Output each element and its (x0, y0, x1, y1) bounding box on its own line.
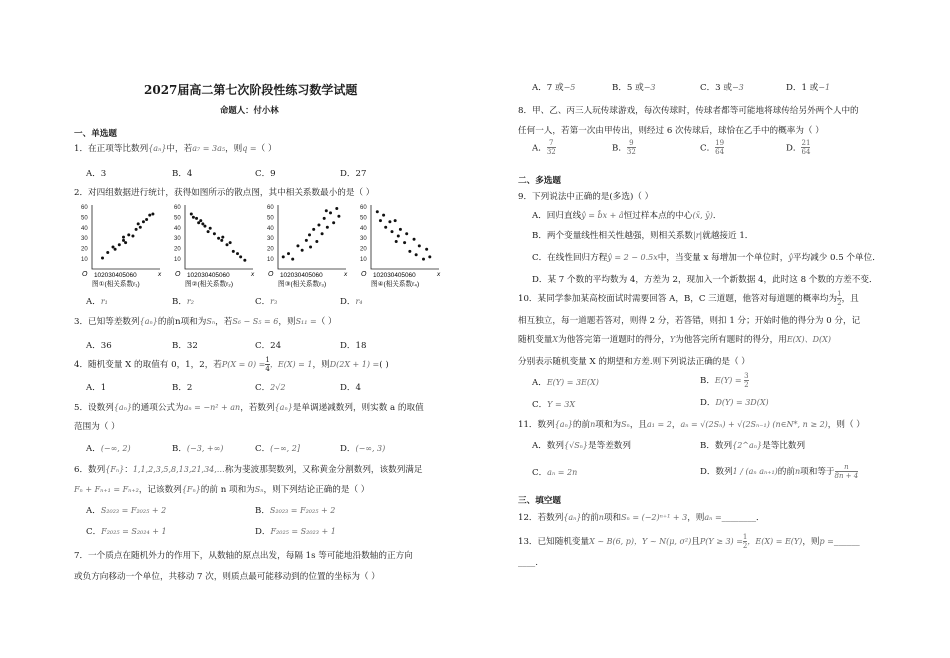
q3-option-c[interactable]: C．24 (255, 341, 282, 351)
q10-stem-line4: 分别表示随机变量 X 的期望和方差.则下列说法正确的是（ ） (518, 357, 750, 367)
scatter-point (305, 239, 308, 242)
x-variable-label: x (158, 271, 162, 278)
scatter-point (326, 226, 329, 229)
scatter-point (139, 226, 142, 229)
q6-option-b[interactable]: B．S₂₀₂₃ = F₂₀₂₅ + 2 (255, 506, 336, 516)
scatter-point (118, 243, 121, 246)
q9-stem: 9．下列说法中正确的是(多选)（ ） (518, 192, 654, 202)
q4-option-d[interactable]: D．4 (340, 383, 361, 393)
scatter-point (394, 219, 397, 222)
q11-option-d[interactable]: D．数列1 / (aₙ aₙ₊₁)的前n项和等于 $\frac{n}{8n + 4}$ (700, 463, 859, 480)
scatter-point (207, 230, 210, 233)
q5-stem-line1: 5．设数列{aₙ}的通项公式为aₙ = −n² + an，若数列{aₙ}是单调递减数列，则实数 a 的取值 (74, 403, 424, 413)
q7-stem-line1: 7．一个质点在随机外力的作用下，从数轴的原点出发，每隔 1s 等可能地沿数轴的正方向 (74, 551, 413, 561)
scatter-point (315, 240, 318, 243)
q6-option-d[interactable]: D．F₂₀₂₅ = S₂₀₂₃ + 1 (255, 527, 336, 537)
q10-option-b[interactable]: B．E(Y) = $\frac{3}{2}$ (700, 372, 749, 389)
y-tick-label: 30 (174, 236, 181, 243)
q10-option-d[interactable]: D．D(Y) = 3D(X) (700, 398, 769, 408)
scatter-point (405, 232, 408, 235)
scatter-point (151, 213, 154, 216)
origin-label: O (268, 271, 274, 278)
q2-scatter-figures (72, 197, 442, 289)
y-tick-label: 60 (360, 205, 367, 211)
q3-option-a[interactable]: A．36 (86, 341, 112, 351)
y-tick-label: 40 (267, 225, 274, 232)
exam-author: 命题人：付小林 (220, 105, 279, 115)
origin-label: O (175, 271, 181, 278)
q8-option-b[interactable]: B． $\frac{9}{32}$ (612, 139, 636, 156)
scatter-panel-4 (360, 205, 441, 288)
scatter-point (122, 236, 125, 239)
scatter-point (145, 218, 148, 221)
y-tick-label: 30 (360, 236, 367, 243)
scatter-point (195, 217, 198, 220)
scatter-point (124, 241, 127, 244)
q1-stem: 1．在正项等比数列{aₙ}中，若a₇ = 3a₅，则q =（ ） (74, 144, 277, 154)
q5-option-b[interactable]: B．(−3, +∞) (172, 444, 224, 454)
q9-option-a[interactable]: A．回归直线ŷ = b̂x + â恒过样本点的中心(x̄, ȳ)． (532, 211, 722, 221)
scatter-point (221, 236, 224, 239)
scatter-point (309, 246, 312, 249)
q4-option-b[interactable]: B．2 (172, 383, 193, 393)
q4-option-a[interactable]: A．1 (86, 383, 107, 393)
y-tick-label: 50 (360, 215, 367, 222)
y-tick-label: 50 (174, 215, 181, 222)
q10-stem-line2: 相互独立，每一道题若答对，则得 2 分，若答错，则扣 1 分；开始时他的得分为 0 分，记 (518, 316, 861, 326)
q9-option-d[interactable]: D．某 7 个数的平均数为 4，方差为 2，现加入一个新数据 4，此时这 8 个数的方差不变． (532, 275, 878, 285)
q13-answer-blank[interactable]: ______ (833, 537, 860, 547)
scatter-point (335, 207, 338, 210)
scatter-point (422, 258, 425, 261)
y-tick-label: 30 (267, 236, 274, 243)
scatter-point (209, 227, 212, 230)
q10-stem-line1: 10．某同学参加某高校面试时需要回答 A，B，C 三道题，他答对每道题的概率均为 $\frac{1}{2}$ ，且 (518, 290, 859, 307)
y-tick-label: 30 (81, 236, 88, 243)
q1-option-b[interactable]: B．4 (172, 169, 193, 179)
section-multi-choice: 二、多选题 (518, 176, 561, 186)
scatter-point (321, 232, 324, 235)
scatter-point (217, 237, 220, 240)
y-tick-label: 20 (81, 246, 88, 253)
origin-label: O (361, 271, 367, 278)
scatter-point (287, 252, 290, 255)
scatter-point (317, 224, 320, 227)
q1-option-c[interactable]: C．9 (255, 169, 276, 179)
y-tick-label: 50 (81, 215, 88, 222)
q11-option-c[interactable]: C．aₙ = 2n (532, 468, 578, 478)
scatter-point (114, 248, 117, 251)
scatter-point (101, 257, 104, 260)
q4-option-c[interactable]: C．2√2 (255, 383, 286, 393)
q3-stem: 3．已知等差数列{aₙ}的前n项和为Sₙ，若S₆ − S₅ = 6，则S₁₁ =（ ） (74, 317, 337, 327)
q8-stem-line1: 8．甲、乙、丙三人玩传球游戏，每次传球时，传球者都等可能地将球传给另外两个人中的 (518, 106, 859, 116)
q1-option-a[interactable]: A．3 (86, 169, 107, 179)
scatter-point (148, 214, 151, 217)
y-tick-label: 40 (81, 225, 88, 232)
exam-title: 2027届高二第七次阶段性练习数学试题 (144, 83, 358, 97)
q8-option-a[interactable]: A． $\frac{7}{32}$ (532, 139, 556, 156)
scatter-point (323, 217, 326, 220)
y-tick-label: 60 (267, 205, 274, 211)
q11-stem: 11．数列{aₙ}的前n项和为Sₙ，且a₁ = 2，aₙ = √(2Sₙ) + √(2Sₙ₋₁) (n∈N*, n ≥ 2)，则（ ） (518, 420, 865, 430)
figure-caption: 图②(相关系数r₂) (185, 281, 234, 288)
scatter-point (395, 240, 398, 243)
x-tick-labels: 102030405060 (280, 272, 323, 279)
origin-label: O (82, 271, 88, 278)
q10-option-a[interactable]: A．E(Y) = 3E(X) (532, 378, 599, 388)
q13-answer-blank-cont[interactable]: ____. (518, 558, 538, 568)
q7-option-c[interactable]: C．3 或−3 (700, 83, 744, 93)
figure-caption: 图④(相关系数r₄) (371, 281, 420, 288)
scatter-point (312, 228, 315, 231)
scatter-point (243, 259, 246, 262)
scatter-point (382, 214, 385, 217)
scatter-plots (72, 197, 442, 289)
x-tick-labels: 102030405060 (373, 272, 416, 279)
scatter-point (415, 253, 418, 256)
scatter-point (391, 230, 394, 233)
q13-stem: 13．已知随机变量X ~ B(6, p)，Y ~ N(μ, σ²)且P(Y ≥ 3) = $\frac{1}{2}$ ，E(X) = E(Y)，则p =______ (518, 533, 860, 550)
scatter-point (403, 241, 406, 244)
q8-stem-line2: 任何一人，若第一次由甲传出，则经过 6 次传球后，球恰在乙手中的概率为（ ） (518, 126, 824, 136)
q8-option-c[interactable]: C． $\frac{19}{64}$ (700, 139, 725, 156)
q13-fraction: $\frac{1}{2}$ (742, 533, 748, 550)
scatter-point (332, 221, 335, 224)
q8-option-d[interactable]: D． $\frac{21}{64}$ (786, 139, 811, 156)
scatter-point (397, 235, 400, 238)
scatter-point (399, 228, 402, 231)
scatter-point (296, 244, 299, 247)
scatter-point (291, 258, 294, 261)
x-tick-labels: 102030405060 (94, 272, 137, 279)
q12-stem: 12．若数列{aₙ}的前n项和Sₙ = (−2)ⁿ⁺¹ + 3，则aₙ =________． (518, 513, 765, 523)
q5-option-d[interactable]: D．(−∞, 3) (340, 444, 386, 454)
q10-option-c[interactable]: C．Y = 3X (532, 400, 576, 410)
axis-lines (278, 205, 346, 269)
scatter-point (192, 216, 195, 219)
figure-caption: 图③(相关系数r₃) (278, 281, 327, 288)
q5-option-a[interactable]: A．(−∞, 2) (86, 444, 131, 454)
q7-option-a[interactable]: A．7 或−5 (532, 83, 576, 93)
scatter-point (106, 251, 109, 254)
scatter-point (384, 226, 387, 229)
scatter-point (122, 239, 125, 242)
scatter-point (226, 243, 229, 246)
scatter-point (229, 241, 232, 244)
scatter-point (408, 250, 411, 253)
scatter-point (213, 232, 216, 235)
scatter-panel-1 (81, 205, 162, 288)
y-tick-label: 10 (81, 257, 88, 263)
scatter-point (220, 239, 223, 242)
y-tick-label: 50 (267, 215, 274, 222)
q11-option-a[interactable]: A．数列{√Sₙ}是等差数列 (532, 441, 631, 451)
section-fill-blank: 三、填空题 (518, 496, 561, 506)
q10-stem-line3: 随机变量X为他答完第一道题时的得分，Y为他答完所有题时的得分，用E(X)、D(X) (518, 335, 831, 345)
scatter-point (201, 222, 204, 225)
scatter-point (239, 255, 242, 258)
scatter-point (376, 210, 379, 213)
scatter-point (379, 219, 382, 222)
q6-stem-line2: Fₙ + Fₙ₊₁ = Fₙ₊₂，记该数列{Fₙ}的前 n 项和为Sₙ，则下列结论正确的是（ ） (74, 485, 370, 495)
q12-answer-blank[interactable]: ________． (721, 513, 765, 523)
figure-caption: 图①(相关系数r₁) (92, 281, 140, 288)
y-tick-label: 10 (267, 257, 274, 263)
q3-option-b[interactable]: B．32 (172, 341, 198, 351)
y-tick-label: 60 (81, 205, 88, 211)
q7-option-d[interactable]: D．1 或−1 (786, 83, 831, 93)
scatter-point (112, 246, 115, 249)
section-single-choice: 一、单选题 (74, 129, 117, 139)
q11-option-b[interactable]: B．数列{2^aₙ}是等比数列 (700, 441, 806, 451)
scatter-point (337, 215, 340, 218)
scatter-point (413, 238, 416, 241)
scatter-point (203, 225, 206, 228)
x-tick-labels: 102030405060 (187, 272, 230, 279)
q2-option-a[interactable]: A．r₁ (86, 297, 108, 307)
q1-option-d[interactable]: D．27 (340, 169, 367, 179)
scatter-point (282, 255, 285, 258)
q10-fraction: $\frac{1}{2}$ (837, 290, 842, 307)
scatter-point (135, 228, 138, 231)
scatter-point (197, 221, 200, 224)
q2-option-c[interactable]: C．r₃ (255, 297, 278, 307)
scatter-point (418, 244, 421, 247)
scatter-point (308, 233, 311, 236)
y-tick-label: 10 (360, 257, 367, 263)
q3-option-d[interactable]: D．18 (340, 341, 367, 351)
q7-stem-line2: 或负方向移动一个单位，共移动 7 次，则质点最可能移动到的位置的坐标为（ ） (74, 572, 380, 582)
q4-fraction: $\frac{1}{4}$ (265, 356, 270, 373)
scatter-point (236, 252, 239, 255)
q4-stem: 4．随机变量 X 的取值有 0，1，2，若P(X = 0) = $\frac{1}{4}$ ，E(X) = 1，则D(2X + 1) =( ) (74, 356, 389, 373)
scatter-point (199, 219, 202, 222)
y-tick-label: 10 (174, 257, 181, 263)
q7-option-b[interactable]: B．5 或−3 (612, 83, 656, 93)
scatter-point (425, 248, 428, 251)
scatter-point (137, 222, 140, 225)
q2-stem: 2．对四组数据进行统计，获得如图所示的散点图，其中相关系数最小的是（ ） (74, 188, 375, 198)
q2-option-d[interactable]: D．r₄ (340, 297, 363, 307)
y-tick-label: 40 (174, 225, 181, 232)
q6-option-c[interactable]: C．F₂₀₂₅ = S₂₀₂₄ + 1 (86, 527, 167, 537)
scatter-point (131, 235, 134, 238)
scatter-point (127, 233, 130, 236)
scatter-point (325, 209, 328, 212)
scatter-point (329, 211, 332, 214)
q9-option-b[interactable]: B．两个变量线性相关性越强，则相关系数|r|就越接近 1． (532, 231, 754, 241)
q6-option-a[interactable]: A．S₂₀₂₃ = F₂₀₂₅ + 2 (86, 506, 167, 516)
x-variable-label: x (251, 271, 255, 278)
scatter-panel-3 (267, 205, 348, 288)
q2-option-b[interactable]: B．r₂ (172, 297, 194, 307)
q5-stem-line2: 范围为（ ） (74, 422, 120, 432)
q5-option-c[interactable]: C．(−∞, 2] (255, 444, 300, 454)
scatter-point (301, 249, 304, 252)
scatter-point (190, 213, 193, 216)
y-tick-label: 60 (174, 205, 181, 211)
x-variable-label: x (344, 271, 348, 278)
scatter-point (232, 250, 235, 253)
scatter-point (428, 255, 431, 258)
scatter-point (142, 220, 145, 223)
y-tick-label: 40 (360, 225, 367, 232)
x-variable-label: x (437, 271, 441, 278)
y-tick-label: 20 (174, 246, 181, 253)
scatter-panel-2 (174, 205, 255, 288)
q9-option-c[interactable]: C．在线性回归方程ŷ = 2 − 0.5x中，当变量 x 每增加一个单位时，ŷ平均减少 0.5 个单位． (532, 253, 881, 263)
axis-lines (371, 205, 439, 269)
scatter-point (388, 220, 391, 223)
y-tick-label: 20 (267, 246, 274, 253)
q6-stem-line1: 6．数列{Fₙ}：1,1,2,3,5,8,13,21,34,…称为斐波那契数列，又称黄金分割数列，该数列满足 (74, 465, 423, 475)
y-tick-label: 20 (360, 246, 367, 253)
